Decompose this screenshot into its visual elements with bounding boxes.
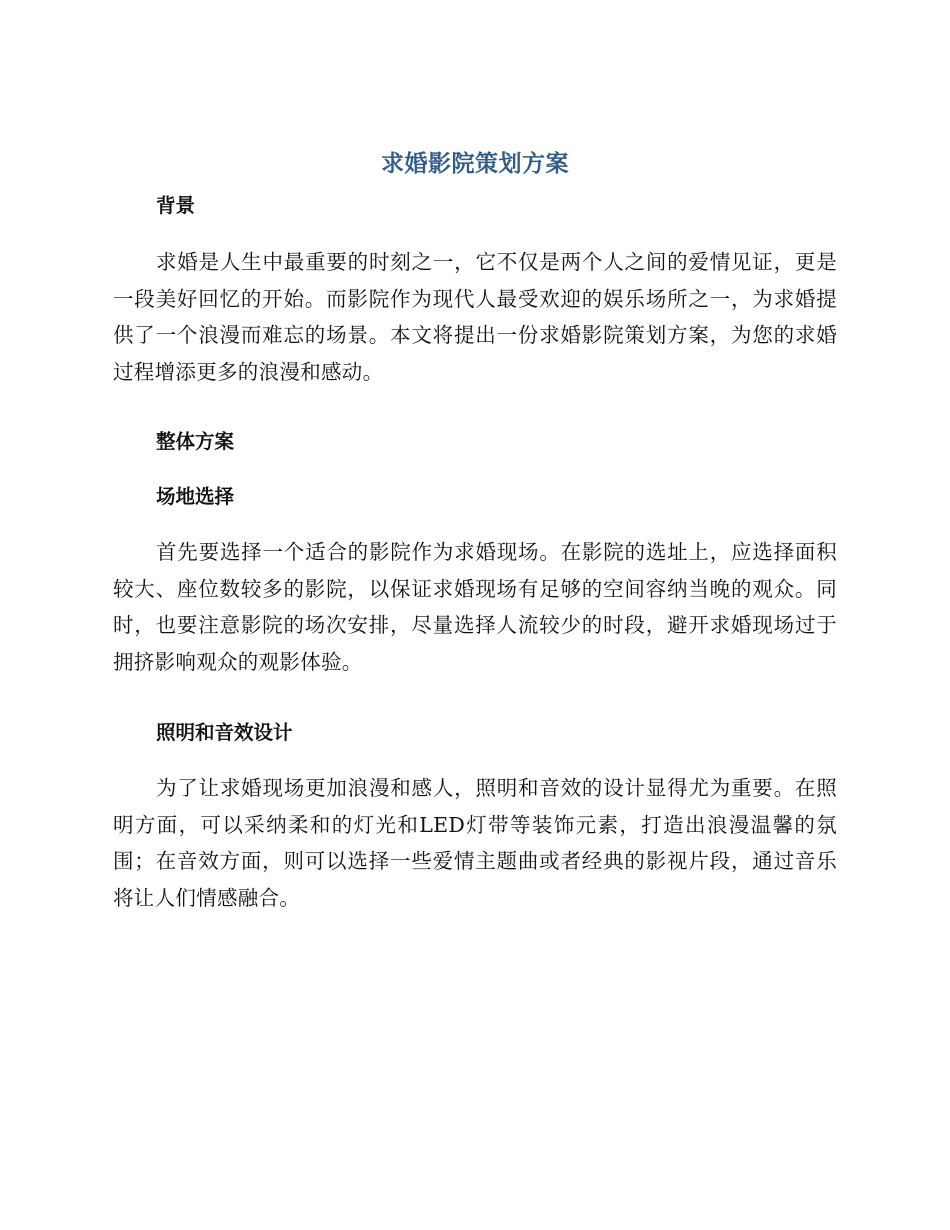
section-heading-background: 背景 xyxy=(156,194,196,217)
section-heading-lighting-sound: 照明和音效设计 xyxy=(156,721,293,744)
section-heading-overall-plan: 整体方案 xyxy=(156,430,235,453)
section-paragraph-lighting-sound: 为了让求婚现场更加浪漫和感人，照明和音效的设计显得尤为重要。在照明方面，可以采纳柔和的灯光和LED灯带等装饰元素，打造出浪漫温馨的氛围；在音效方面，则可以选择一些爱情主题曲或者经典的影视片段，通过音乐将让人们情感融合。 xyxy=(113,776,837,910)
document-title: 求婚影院策划方案 xyxy=(381,151,569,177)
section-paragraph-venue-selection: 首先要选择一个适合的影院作为求婚现场。在影院的选址上，应选择面积较大、座位数较多的影院，以保证求婚现场有足够的空间容纳当晚的观众。同时，也要注意影院的场次安排，尽量选择人流较少的时段，避开求婚现场过于拥挤影响观众的观影体验。 xyxy=(113,540,837,674)
section-paragraph-background: 求婚是人生中最重要的时刻之一，它不仅是两个人之间的爱情见证，更是一段美好回忆的开始。而影院作为现代人最受欢迎的娱乐场所之一，为求婚提供了一个浪漫而难忘的场景。本文将提出一份求婚影院策划方案，为您的求婚过程增添更多的浪漫和感动。 xyxy=(113,250,837,384)
section-heading-venue-selection: 场地选择 xyxy=(156,485,235,508)
